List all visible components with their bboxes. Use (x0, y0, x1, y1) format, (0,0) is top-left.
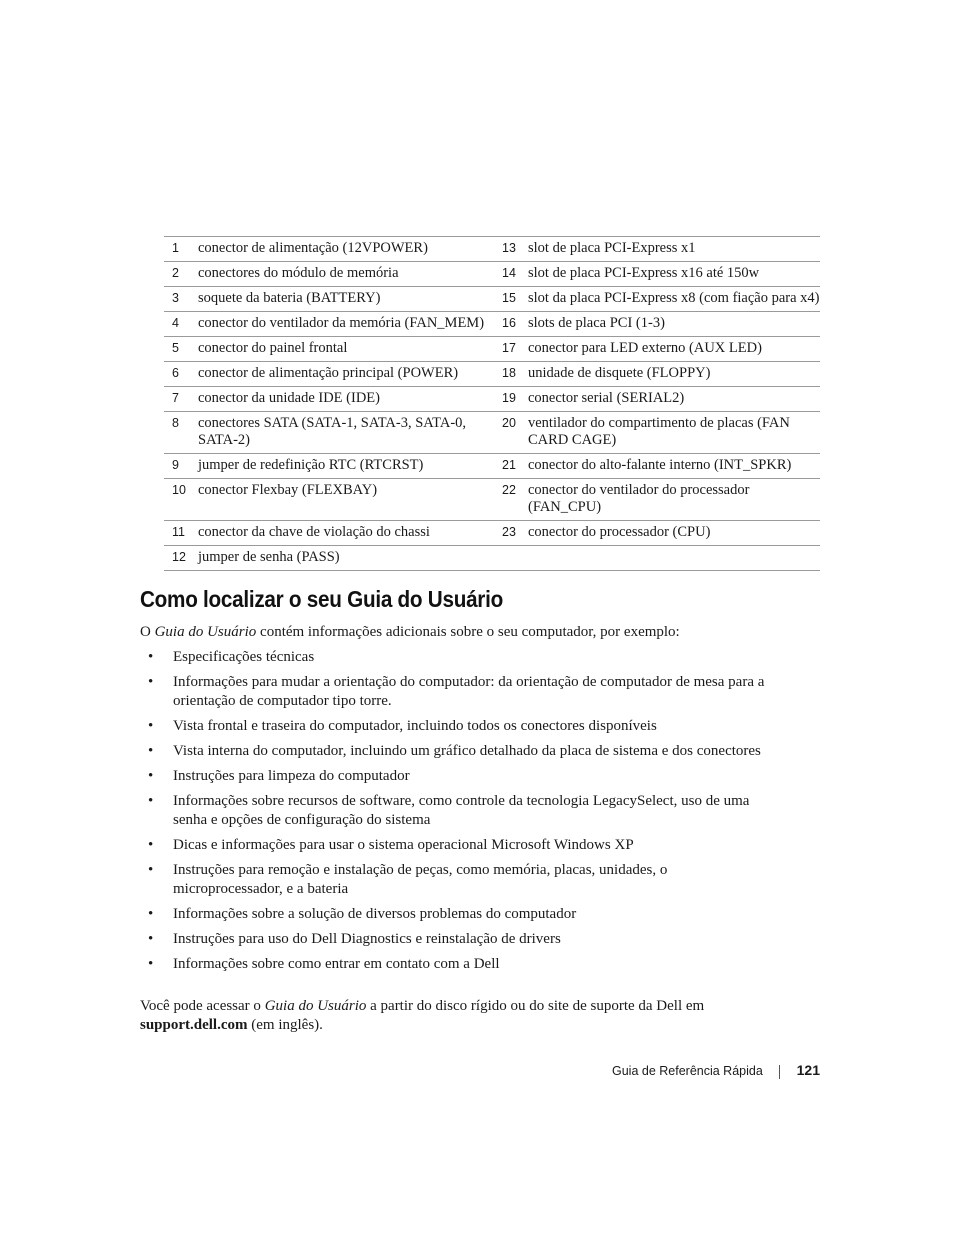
intro-before: O (140, 624, 155, 640)
connector-number: 6 (164, 362, 198, 387)
bullet-icon: • (148, 674, 154, 690)
connector-number: 3 (164, 287, 198, 312)
list-item (140, 648, 780, 667)
connector-number: 17 (494, 337, 528, 362)
list-item-text: Informações sobre a solução de diversos problemas do computador (173, 906, 577, 922)
connector-number: 15 (494, 287, 528, 312)
connector-number: 23 (494, 521, 528, 546)
section-heading: Como localizar o seu Guia do Usuário (140, 586, 503, 612)
connector-description: conector serial (SERIAL2) (528, 387, 820, 412)
bullet-icon: • (148, 931, 154, 947)
bullet-icon: • (148, 718, 154, 734)
footer-title: Guia de Referência Rápida (612, 1064, 763, 1078)
bullet-icon: • (148, 862, 154, 878)
closing-middle: a partir do disco rígido ou do site de suporte da Dell em (366, 998, 705, 1014)
list-item-text: Instruções para uso do Dell Diagnostics e reinstalação de drivers (173, 931, 561, 947)
connector-number: 19 (494, 387, 528, 412)
connector-number: 5 (164, 337, 198, 362)
list-item-text: Dicas e informações para usar o sistema operacional Microsoft Windows XP (173, 837, 634, 853)
connector-description: soquete da bateria (BATTERY) (198, 287, 494, 312)
table-row (164, 546, 820, 571)
connector-description: conector para LED externo (AUX LED) (528, 337, 820, 362)
bullet-icon: • (148, 906, 154, 922)
table-row (164, 287, 820, 312)
list-item (140, 955, 780, 974)
connector-description: conector da chave de violação do chassi (198, 521, 494, 546)
connector-legend-body (164, 237, 820, 571)
connector-number: 11 (164, 521, 198, 546)
connector-number: 9 (164, 454, 198, 479)
connector-number: 12 (164, 546, 198, 571)
list-item-text: Instruções para remoção e instalação de peças, como memória, placas, unidades, o microprocessador, e a bateria (173, 862, 668, 897)
connector-number: 1 (164, 237, 198, 262)
footer-separator (779, 1065, 780, 1079)
table-row (164, 412, 820, 454)
connector-description: ventilador do compartimento de placas (FAN CARD CAGE) (528, 412, 820, 454)
connector-number: 2 (164, 262, 198, 287)
connector-number: 16 (494, 312, 528, 337)
list-item (140, 905, 780, 924)
connector-description: conector do ventilador do processador (FAN_CPU) (528, 479, 820, 521)
intro-guide-title: Guia do Usuário (154, 624, 257, 640)
list-item-text: Instruções para limpeza do computador (173, 768, 410, 784)
connector-description: unidade de disquete (FLOPPY) (528, 362, 820, 387)
closing-guide-title: Guia do Usuário (264, 998, 367, 1014)
connector-number: 13 (494, 237, 528, 262)
page-number: 121 (796, 1062, 820, 1078)
connector-number: 7 (164, 387, 198, 412)
connector-description: slot de placa PCI-Express x16 até 150w (528, 262, 820, 287)
connector-number: 14 (494, 262, 528, 287)
connector-number: 21 (494, 454, 528, 479)
closing-paragraph (140, 997, 780, 1035)
table-row (164, 312, 820, 337)
table-row (164, 521, 820, 546)
table-row (164, 262, 820, 287)
table-row (164, 362, 820, 387)
list-item-text: Informações para mudar a orientação do computador: da orientação de computador de mesa para a orientação de computador tipo torre. (173, 674, 765, 709)
connector-number: 8 (164, 412, 198, 454)
connector-number (494, 546, 528, 571)
table-row (164, 479, 820, 521)
list-item (140, 930, 780, 949)
connector-number: 20 (494, 412, 528, 454)
connector-number: 10 (164, 479, 198, 521)
intro-paragraph (140, 623, 780, 642)
connector-description: conector do ventilador da memória (FAN_MEM) (198, 312, 494, 337)
connector-description: conector da unidade IDE (IDE) (198, 387, 494, 412)
table-row (164, 337, 820, 362)
list-item (140, 673, 780, 711)
table-row (164, 237, 820, 262)
list-item-text: Informações sobre como entrar em contato com a Dell (173, 956, 500, 972)
connector-description: conectores do módulo de memória (198, 262, 494, 287)
closing-before: Você pode acessar o (140, 998, 265, 1014)
closing-after: (em inglês). (247, 1017, 323, 1033)
bullet-icon: • (148, 649, 154, 665)
list-item (140, 717, 780, 736)
guide-contents-list (140, 648, 780, 980)
list-item-text: Vista interna do computador, incluindo um gráfico detalhado da placa de sistema e dos conectores (173, 743, 761, 759)
connector-description: jumper de redefinição RTC (RTCRST) (198, 454, 494, 479)
list-item-text: Vista frontal e traseira do computador, incluindo todos os conectores disponíveis (173, 718, 657, 734)
bullet-icon: • (148, 956, 154, 972)
bullet-icon: • (148, 793, 154, 809)
connector-number: 18 (494, 362, 528, 387)
connector-description: slot de placa PCI-Express x1 (528, 237, 820, 262)
table-row (164, 454, 820, 479)
connector-description: slot da placa PCI-Express x8 (com fiação para x4) (528, 287, 820, 312)
bullet-icon: • (148, 743, 154, 759)
connector-description: jumper de senha (PASS) (198, 546, 494, 571)
connector-description: conector do alto-falante interno (INT_SPKR) (528, 454, 820, 479)
bullet-icon: • (148, 837, 154, 853)
list-item (140, 742, 780, 761)
list-item (140, 767, 780, 786)
connector-description: conectores SATA (SATA-1, SATA-3, SATA-0, SATA-2) (198, 412, 494, 454)
list-item-text: Informações sobre recursos de software, como controle da tecnologia LegacySelect, uso de uma senha e opções de configuração do sistema (173, 793, 750, 828)
list-item (140, 861, 780, 899)
bullet-icon: • (148, 768, 154, 784)
connector-description: conector do processador (CPU) (528, 521, 820, 546)
connector-legend-table (164, 236, 820, 571)
connector-description: conector do painel frontal (198, 337, 494, 362)
connector-description (528, 546, 820, 571)
intro-after: contém informações adicionais sobre o seu computador, por exemplo: (256, 624, 680, 640)
support-link[interactable]: support.dell.com (140, 1017, 248, 1033)
connector-number: 4 (164, 312, 198, 337)
table-row (164, 387, 820, 412)
connector-description: conector Flexbay (FLEXBAY) (198, 479, 494, 521)
connector-description: slots de placa PCI (1-3) (528, 312, 820, 337)
list-item-text: Especificações técnicas (173, 649, 315, 665)
list-item (140, 792, 780, 830)
connector-description: conector de alimentação principal (POWER) (198, 362, 494, 387)
connector-number: 22 (494, 479, 528, 521)
list-item (140, 836, 780, 855)
page-footer (600, 1062, 820, 1082)
connector-description: conector de alimentação (12VPOWER) (198, 237, 494, 262)
